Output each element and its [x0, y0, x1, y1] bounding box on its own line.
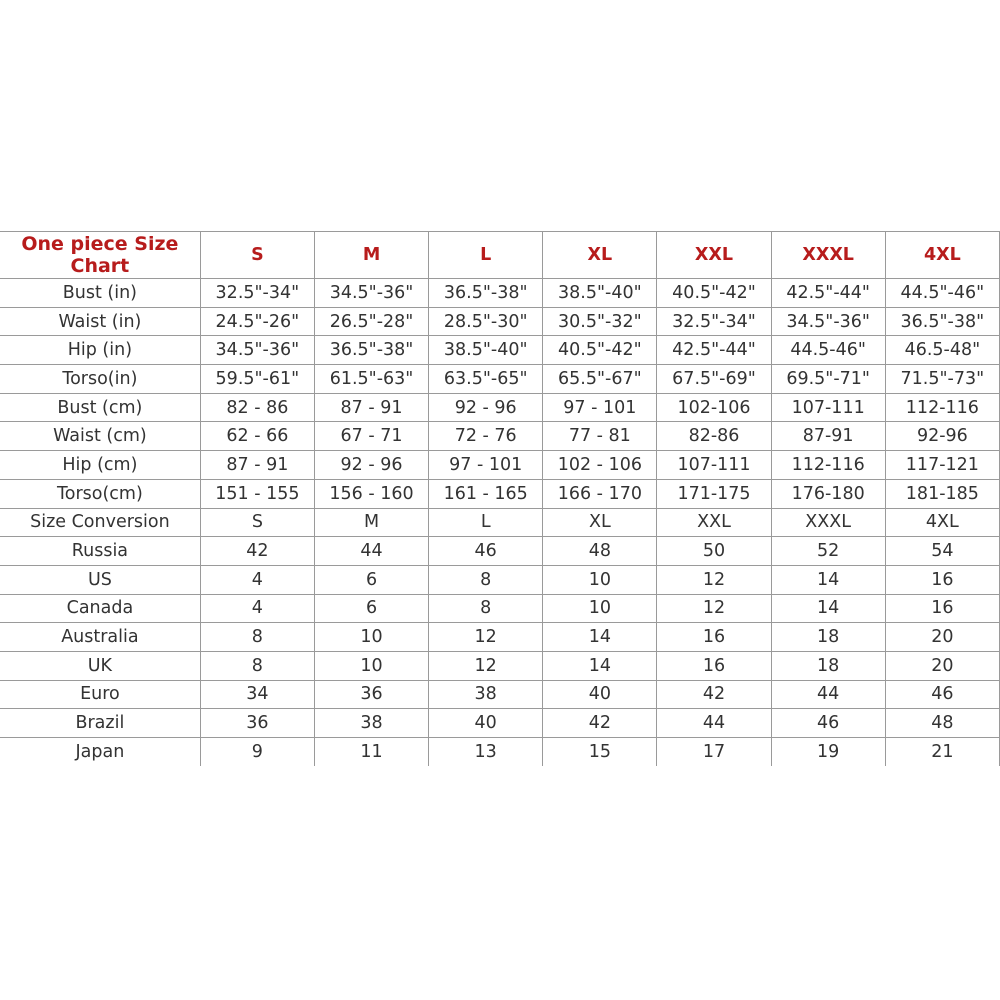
table-cell: 61.5"-63": [314, 365, 428, 394]
table-cell: 14: [543, 623, 657, 652]
table-cell: 63.5"-65": [429, 365, 543, 394]
table-cell: 12: [429, 623, 543, 652]
table-cell: 50: [657, 537, 771, 566]
row-label: US: [0, 565, 200, 594]
table-cell: 40.5"-42": [657, 279, 771, 308]
table-cell: 16: [657, 651, 771, 680]
table-cell: 32.5"-34": [657, 307, 771, 336]
table-cell: 12: [429, 651, 543, 680]
row-label: Brazil: [0, 709, 200, 738]
row-label: Hip (in): [0, 336, 200, 365]
table-cell: S: [200, 508, 314, 537]
size-header-l: L: [429, 232, 543, 279]
table-cell: 12: [657, 565, 771, 594]
table-cell: 67 - 71: [314, 422, 428, 451]
table-cell: 72 - 76: [429, 422, 543, 451]
row-label: Euro: [0, 680, 200, 709]
table-cell: 42.5"-44": [657, 336, 771, 365]
row-label: Torso(in): [0, 365, 200, 394]
table-cell: XXXL: [771, 508, 885, 537]
table-cell: 181-185: [885, 479, 999, 508]
table-cell: 12: [657, 594, 771, 623]
size-header-xxxl: XXXL: [771, 232, 885, 279]
table-cell: L: [429, 508, 543, 537]
table-row: [0, 365, 1000, 394]
table-cell: 38: [314, 709, 428, 738]
table-cell: 171-175: [657, 479, 771, 508]
table-cell: 26.5"-28": [314, 307, 428, 336]
table-row: [0, 336, 1000, 365]
table-cell: 17: [657, 738, 771, 766]
table-cell: 40: [429, 709, 543, 738]
table-cell: 67.5"-69": [657, 365, 771, 394]
table-cell: 38.5"-40": [429, 336, 543, 365]
table-cell: 14: [771, 565, 885, 594]
table-cell: 46.5-48": [885, 336, 999, 365]
size-chart-body: [0, 232, 1000, 766]
row-label: Russia: [0, 537, 200, 566]
size-header-xxl: XXL: [657, 232, 771, 279]
table-cell: 34.5"-36": [200, 336, 314, 365]
table-cell: 48: [885, 709, 999, 738]
table-cell: 6: [314, 565, 428, 594]
table-cell: 112-116: [885, 393, 999, 422]
table-cell: 30.5"-32": [543, 307, 657, 336]
table-row: [0, 623, 1000, 652]
table-row: [0, 709, 1000, 738]
table-cell: 8: [429, 594, 543, 623]
row-label: Waist (in): [0, 307, 200, 336]
table-cell: 102-106: [657, 393, 771, 422]
row-label: Waist (cm): [0, 422, 200, 451]
table-cell: 16: [885, 565, 999, 594]
table-cell: 52: [771, 537, 885, 566]
table-row: [0, 422, 1000, 451]
table-cell: 8: [200, 623, 314, 652]
table-cell: 21: [885, 738, 999, 766]
size-header-s: S: [200, 232, 314, 279]
table-cell: 40: [543, 680, 657, 709]
table-cell: XXL: [657, 508, 771, 537]
table-cell: 34: [200, 680, 314, 709]
table-cell: 28.5"-30": [429, 307, 543, 336]
table-cell: 40.5"-42": [543, 336, 657, 365]
table-cell: 11: [314, 738, 428, 766]
row-label: UK: [0, 651, 200, 680]
table-cell: 87-91: [771, 422, 885, 451]
table-cell: 15: [543, 738, 657, 766]
table-cell: 42: [200, 537, 314, 566]
table-cell: XL: [543, 508, 657, 537]
row-label: Torso(cm): [0, 479, 200, 508]
table-cell: 44: [771, 680, 885, 709]
row-label: Japan: [0, 738, 200, 766]
table-cell: 10: [314, 623, 428, 652]
table-cell: 166 - 170: [543, 479, 657, 508]
table-cell: 44: [314, 537, 428, 566]
table-row: [0, 680, 1000, 709]
table-cell: 59.5"-61": [200, 365, 314, 394]
table-cell: 42: [657, 680, 771, 709]
header-row: [0, 232, 1000, 279]
table-cell: 69.5"-71": [771, 365, 885, 394]
table-cell: 107-111: [771, 393, 885, 422]
row-label: Hip (cm): [0, 451, 200, 480]
table-cell: 14: [771, 594, 885, 623]
table-cell: 16: [885, 594, 999, 623]
table-cell: 77 - 81: [543, 422, 657, 451]
table-cell: 82 - 86: [200, 393, 314, 422]
table-cell: 92 - 96: [429, 393, 543, 422]
size-header-m: M: [314, 232, 428, 279]
table-cell: 19: [771, 738, 885, 766]
table-row: [0, 508, 1000, 537]
table-cell: 156 - 160: [314, 479, 428, 508]
table-cell: 38: [429, 680, 543, 709]
table-cell: 13: [429, 738, 543, 766]
table-cell: 36.5"-38": [885, 307, 999, 336]
table-cell: 20: [885, 623, 999, 652]
table-cell: 10: [314, 651, 428, 680]
table-cell: 46: [429, 537, 543, 566]
table-row: [0, 738, 1000, 766]
table-cell: 62 - 66: [200, 422, 314, 451]
table-cell: 20: [885, 651, 999, 680]
table-row: [0, 479, 1000, 508]
table-cell: 65.5"-67": [543, 365, 657, 394]
table-row: [0, 537, 1000, 566]
table-cell: 14: [543, 651, 657, 680]
table-cell: 10: [543, 565, 657, 594]
table-cell: 97 - 101: [429, 451, 543, 480]
size-chart-table: [0, 231, 1000, 766]
table-cell: 107-111: [657, 451, 771, 480]
table-cell: 46: [771, 709, 885, 738]
table-cell: 117-121: [885, 451, 999, 480]
row-label: Bust (cm): [0, 393, 200, 422]
table-cell: 46: [885, 680, 999, 709]
table-cell: 87 - 91: [200, 451, 314, 480]
table-cell: 8: [200, 651, 314, 680]
table-cell: 36.5"-38": [314, 336, 428, 365]
table-row: [0, 651, 1000, 680]
table-row: [0, 565, 1000, 594]
table-cell: 102 - 106: [543, 451, 657, 480]
table-cell: 24.5"-26": [200, 307, 314, 336]
table-cell: 4: [200, 594, 314, 623]
table-row: [0, 594, 1000, 623]
table-cell: 38.5"-40": [543, 279, 657, 308]
table-cell: 18: [771, 651, 885, 680]
table-cell: 161 - 165: [429, 479, 543, 508]
table-row: [0, 279, 1000, 308]
table-cell: 6: [314, 594, 428, 623]
table-cell: 92 - 96: [314, 451, 428, 480]
table-row: [0, 307, 1000, 336]
table-cell: 42.5"-44": [771, 279, 885, 308]
table-cell: 48: [543, 537, 657, 566]
table-cell: 92-96: [885, 422, 999, 451]
table-cell: 36.5"-38": [429, 279, 543, 308]
table-cell: 54: [885, 537, 999, 566]
table-cell: 36: [314, 680, 428, 709]
table-cell: 9: [200, 738, 314, 766]
table-cell: 112-116: [771, 451, 885, 480]
table-cell: 4XL: [885, 508, 999, 537]
table-cell: 10: [543, 594, 657, 623]
table-cell: 18: [771, 623, 885, 652]
table-cell: 44: [657, 709, 771, 738]
table-cell: 176-180: [771, 479, 885, 508]
table-cell: 151 - 155: [200, 479, 314, 508]
table-cell: 44.5-46": [771, 336, 885, 365]
table-cell: 82-86: [657, 422, 771, 451]
table-cell: M: [314, 508, 428, 537]
table-cell: 36: [200, 709, 314, 738]
table-cell: 8: [429, 565, 543, 594]
table-cell: 97 - 101: [543, 393, 657, 422]
size-header-xl: XL: [543, 232, 657, 279]
row-label: Size Conversion: [0, 508, 200, 537]
size-header-4xl: 4XL: [885, 232, 999, 279]
row-label: Canada: [0, 594, 200, 623]
table-cell: 34.5"-36": [771, 307, 885, 336]
table-cell: 71.5"-73": [885, 365, 999, 394]
table-cell: 32.5"-34": [200, 279, 314, 308]
table-row: [0, 451, 1000, 480]
row-label: Bust (in): [0, 279, 200, 308]
table-row: [0, 393, 1000, 422]
table-cell: 87 - 91: [314, 393, 428, 422]
table-cell: 42: [543, 709, 657, 738]
row-label: Australia: [0, 623, 200, 652]
table-cell: 44.5"-46": [885, 279, 999, 308]
table-cell: 16: [657, 623, 771, 652]
table-cell: 4: [200, 565, 314, 594]
chart-title: One piece Size Chart: [0, 232, 200, 279]
table-cell: 34.5"-36": [314, 279, 428, 308]
